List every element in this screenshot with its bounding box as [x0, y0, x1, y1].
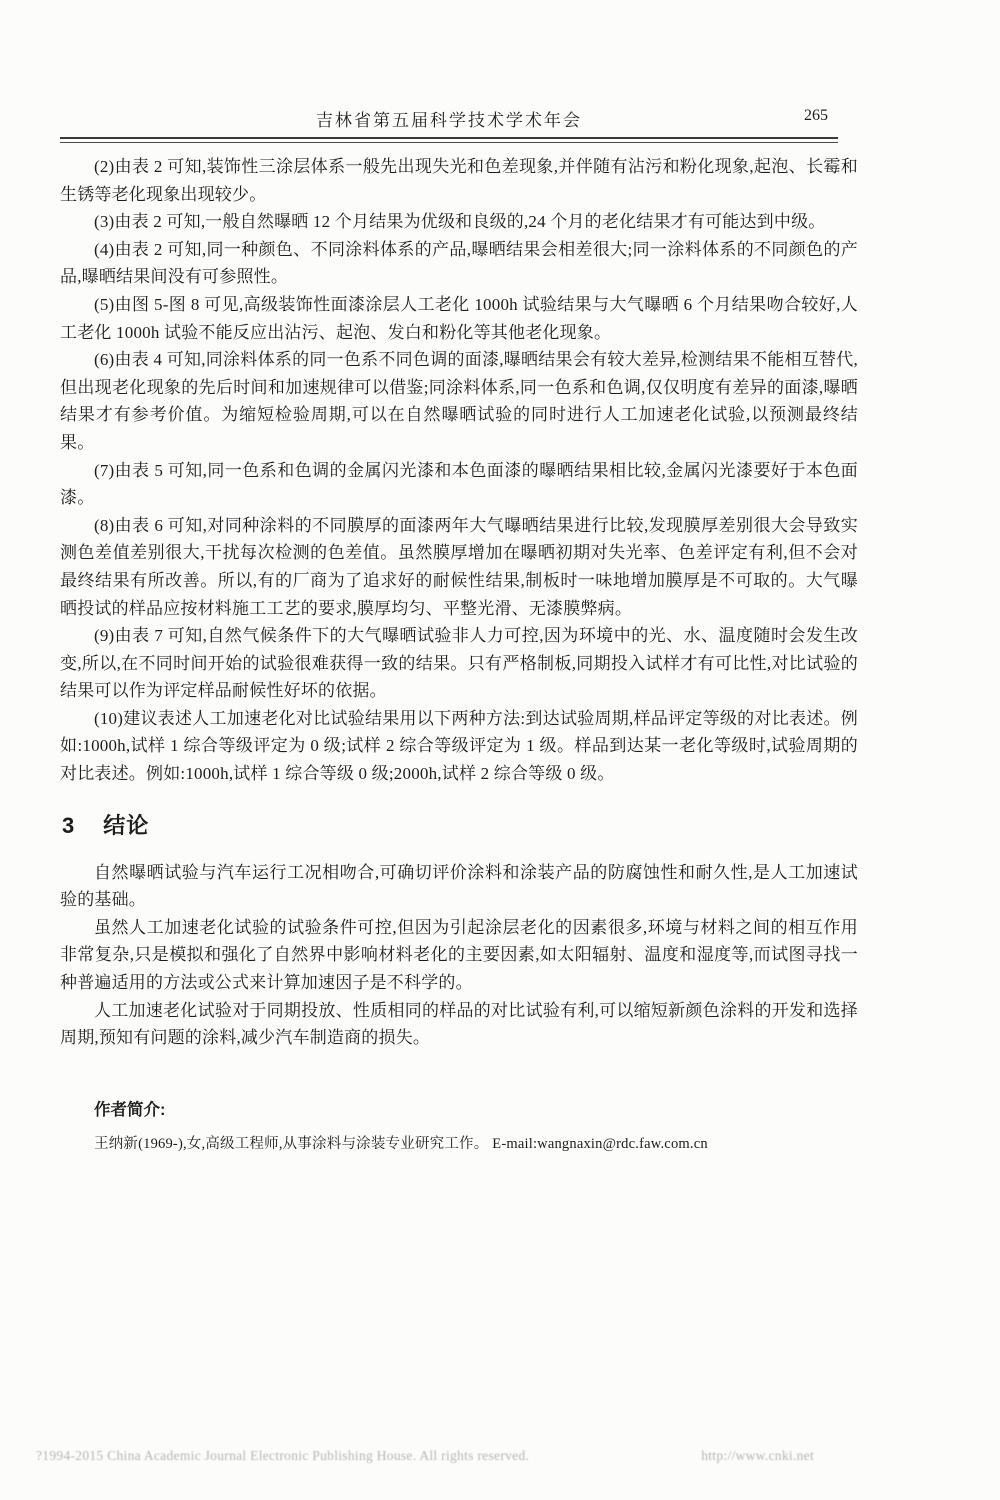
- header-double-rule: [60, 137, 838, 143]
- author-bio-block: [94, 1096, 858, 1153]
- footer-url: http://www.cnki.net: [701, 1448, 814, 1463]
- body-paragraph-3: (3)由表 2 可知,一般自然曝晒 12 个月结果为优级和良级的,24 个月的老化结果才有可能达到中级。: [94, 212, 826, 232]
- author-bio-heading: 作者简介:: [94, 1100, 166, 1119]
- body-paragraph-8: (8)由表 6 可知,对同种涂料的不同膜厚的面漆两年大气曝晒结果进行比较,发现膜厚差别很大会导致实测色差值差别很大,干扰每次检测的色差值。虽然膜厚增加在曝晒初期对失光率、色差评定有利,但不会对最终结果有所改善。所以,有的厂商为了追求好的耐候性结果,制板时一味地增加膜厚是不可取的。大气曝晒投试的样品应按材料施工工艺的要求,膜厚均匀、平整光滑、无漆膜弊病。: [60, 515, 858, 618]
- author-bio-text: 王纳新(1969-),女,高级工程师,从事涂料与涂装专业研究工作。 E-mail:wangnaxin@rdc.faw.com.cn: [94, 1135, 708, 1152]
- body-paragraph-9: (9)由表 7 可知,自然气候条件下的大气曝晒试验非人力可控,因为环境中的光、水、温度随时会发生改变,所以,在不同时间开始的试验很难获得一致的结果。只有严格制板,同期投入试样才有可比性,对比试验的结果可以作为评定样品耐候性好坏的依据。: [60, 626, 858, 701]
- body-paragraph-5: (5)由图 5-图 8 可见,高级装饰性面漆涂层人工老化 1000h 试验结果与大气曝晒 6 个月结果吻合较好,人工老化 1000h 试验不能反应出沾污、起泡、发白和粉化等其他老化现象。: [60, 294, 858, 342]
- page-number: 265: [804, 107, 828, 124]
- running-head: [60, 106, 838, 131]
- body-paragraph-10: (10)建议表述人工加速老化对比试验结果用以下两种方法:到达试验周期,样品评定等级的对比表述。例如:1000h,试样 1 综合等级评定为 0 级;试样 2 综合等级评定为 1 级。样品到达某一老化等级时,试验周期的对比表述。例如:1000h,试样 1 综合等级 0 级;2000h,试样 2 综合等级 0 级。: [60, 708, 858, 784]
- conclusion-paragraph-3: 人工加速老化试验对于同期投放、性质相同的样品的对比试验有利,可以缩短新颜色涂料的开发和选择周期,预知有问题的涂料,减少汽车制造商的损失。: [60, 1000, 858, 1048]
- section-heading-conclusion: [62, 809, 858, 840]
- body-paragraph-2: (2)由表 2 可知,装饰性三涂层体系一般先出现失光和色差现象,并伴随有沾污和粉化现象,起泡、长霉和生锈等老化现象出现较少。: [60, 157, 858, 204]
- main-text-block: [60, 153, 858, 1153]
- section-title: 结论: [103, 812, 150, 838]
- conclusion-paragraph-2: 虽然人工加速老化试验的试验条件可控,但因为引起涂层老化的因素很多,环境与材料之间的相互作用非常复杂,只是模拟和强化了自然界中影响材料老化的主要因素,如太阳辐射、温度和湿度等,而试图寻找一种普遍适用的方法或公式来计算加速因子是不科学的。: [60, 917, 858, 993]
- cnki-copyright-footer: [36, 1448, 814, 1464]
- body-paragraph-6: (6)由表 4 可知,同涂料体系的同一色系不同色调的面漆,曝晒结果会有较大差异,检测结果不能相互替代,但出现老化现象的先后时间和加速规律可以借鉴;同涂料体系,同一色系和色调,仅仅明度有差异的面漆,曝晒结果才有参考价值。为缩短检验周期,可以在自然曝晒试验的同时进行人工加速老化试验,以预测最终结果。: [60, 350, 858, 452]
- body-paragraph-7: (7)由表 5 可知,同一色系和色调的金属闪光漆和本色面漆的曝晒结果相比较,金属闪光漆要好于本色面漆。: [60, 460, 858, 508]
- footer-copyright-text: ?1994-2015 China Academic Journal Electronic Publishing House. All rights reserved.: [36, 1448, 530, 1463]
- conclusion-paragraph-1: 自然曝晒试验与汽车运行工况相吻合,可确切评价涂料和涂装产品的防腐蚀性和耐久性,是人工加速试验的基础。: [60, 862, 858, 910]
- section-number: 3: [62, 812, 76, 838]
- running-head-title: 吉林省第五届科学技术学术年会: [316, 111, 582, 130]
- body-paragraph-4: (4)由表 2 可知,同一种颜色、不同涂料体系的产品,曝晒结果会相差很大;同一涂料体系的不同颜色的产品,曝晒结果间没有可参照性。: [60, 239, 858, 287]
